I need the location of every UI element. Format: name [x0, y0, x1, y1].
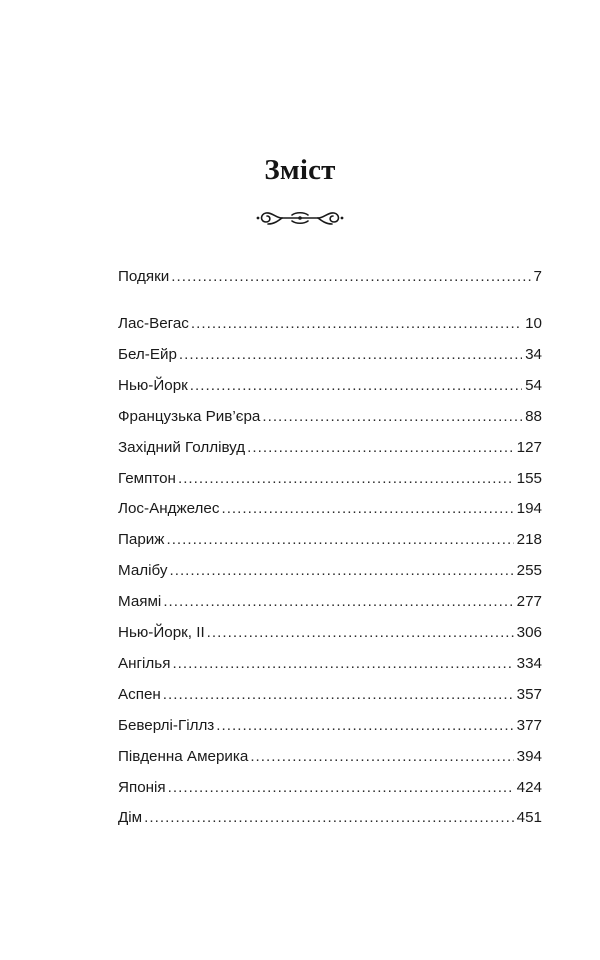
toc-entry — [118, 344, 542, 366]
toc-dot-leader — [190, 375, 522, 397]
toc-entry-label: Ангілья — [118, 654, 171, 672]
toc-dot-leader — [172, 653, 513, 675]
toc-entry-page-number: 306 — [516, 624, 542, 641]
flourish-ornament-icon — [252, 207, 348, 229]
page-title: Зміст — [264, 154, 336, 186]
toc-entry-page-number: 155 — [516, 469, 542, 487]
toc-entry-label: Південна Америка — [118, 747, 249, 765]
toc-entry-label: Подяки — [118, 268, 170, 285]
toc-entry-page-number: 10 — [525, 315, 542, 332]
toc-entry-label: Париж — [118, 531, 165, 549]
toc-entry-page-number: 7 — [533, 268, 542, 285]
toc-entry-label: Маямі — [118, 593, 162, 611]
toc-dot-leader — [247, 437, 514, 459]
toc-dot-leader — [179, 344, 522, 366]
toc-entry-label: Малібу — [118, 562, 168, 580]
toc-entry-page-number: 255 — [516, 562, 542, 580]
toc-entry-page-number: 218 — [516, 531, 542, 549]
toc-entry — [118, 715, 542, 737]
toc-entry-label: Бел-Ейр — [118, 345, 177, 363]
toc-entry-page-number: 377 — [516, 716, 542, 734]
toc-dot-leader — [169, 560, 513, 582]
toc-entry — [118, 653, 542, 675]
toc-entry-page-number: 394 — [516, 747, 542, 765]
toc-entry-label: Західний Голлівуд — [118, 438, 246, 456]
toc-dot-leader — [216, 715, 513, 737]
toc-entry — [118, 807, 542, 829]
toc-entry — [118, 622, 542, 644]
toc-entry — [118, 560, 542, 582]
toc-entry-page-number: 357 — [516, 685, 542, 703]
toc-dot-leader — [166, 529, 513, 551]
toc-entry — [118, 684, 542, 706]
toc-entry-label: Лас-Вегас — [118, 315, 189, 332]
toc-dot-leader — [191, 313, 522, 335]
toc-entry — [118, 591, 542, 613]
toc-dot-leader — [207, 622, 514, 644]
toc-entry — [118, 468, 542, 490]
toc-entry — [118, 777, 542, 799]
toc-dot-leader — [163, 591, 513, 613]
toc-entry-label: Нью-Йорк — [118, 376, 188, 394]
toc-entry-page-number: 451 — [516, 809, 542, 827]
toc-entry — [118, 406, 542, 428]
toc-entry-page-number: 277 — [516, 593, 542, 611]
toc-entry — [118, 437, 542, 459]
toc-entry-label: Гемптон — [118, 469, 176, 487]
toc-entry-label: Беверлі-Гіллз — [118, 716, 215, 734]
toc-entry — [118, 746, 542, 768]
toc-dot-leader — [171, 266, 530, 288]
toc-entry — [118, 375, 542, 397]
toc-entry-label: Лос-Анджелес — [118, 500, 220, 518]
toc-dot-leader — [250, 746, 513, 768]
toc-entry-label: Французька Рив’єра — [118, 407, 261, 425]
toc-dot-leader — [163, 684, 514, 706]
toc-entry — [118, 529, 542, 551]
toc-entry-label: Нью-Йорк, II — [118, 624, 205, 641]
toc-entry — [118, 266, 542, 288]
toc-entry-page-number: 127 — [516, 438, 542, 456]
toc-entry-label: Японія — [118, 778, 166, 796]
toc-entry-page-number: 334 — [516, 654, 542, 672]
toc-dot-leader — [178, 468, 514, 490]
toc-entry — [118, 498, 542, 520]
toc-entry-page-number: 424 — [516, 778, 542, 796]
toc-entry — [118, 313, 542, 335]
toc-entry-page-number: 194 — [516, 500, 542, 518]
toc-entry-page-number: 54 — [525, 376, 542, 394]
toc-dot-leader — [221, 498, 513, 520]
toc-dot-leader — [168, 777, 514, 799]
toc-dot-leader — [262, 406, 522, 428]
toc-dot-leader — [144, 807, 514, 829]
toc-entry-label: Дім — [118, 809, 143, 827]
toc-entry-page-number: 34 — [525, 345, 542, 363]
toc-entry-label: Аспен — [118, 685, 161, 703]
toc-entry-page-number: 88 — [525, 407, 542, 425]
